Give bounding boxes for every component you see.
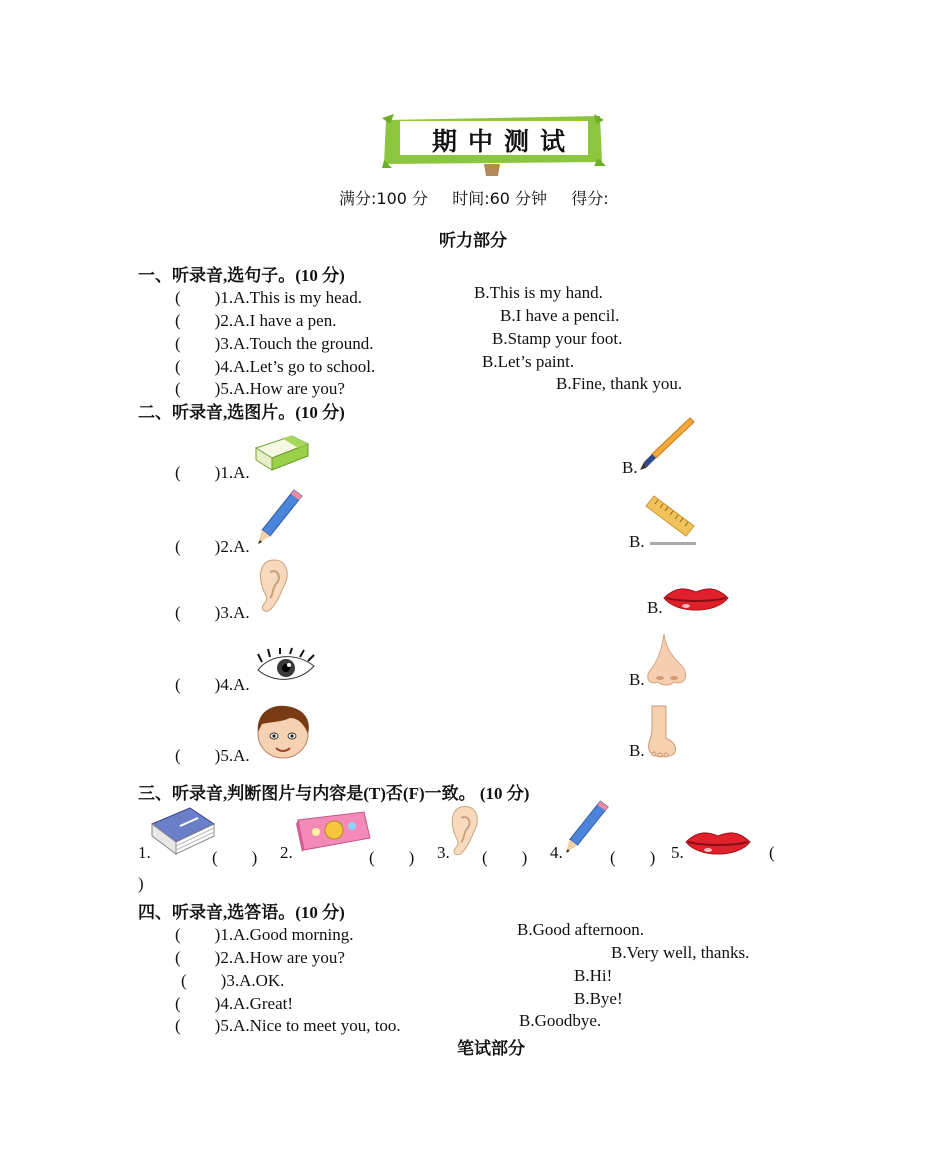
eraser-icon <box>254 428 310 472</box>
s3-n5: 5. <box>671 843 684 862</box>
title-banner <box>380 110 606 176</box>
s1-q2: ( )2.A.I have a pen. <box>175 311 337 330</box>
s3-blank4: ( ) <box>610 848 656 867</box>
s4-q2: ( )2.A.How are you? <box>175 948 345 967</box>
s4-q3: ( )3.A.OK. <box>181 971 285 990</box>
s4-q4: ( )4.A.Great! <box>175 994 294 1013</box>
eye-icon <box>256 648 316 688</box>
s2-q2: ( )2.A. <box>175 537 250 556</box>
section-4-title: 四、听录音,选答语。(10 分) <box>138 903 345 922</box>
face-icon <box>254 704 312 760</box>
s2-q3: ( )3.A. <box>175 603 250 622</box>
mouth-icon <box>662 584 730 616</box>
s4-b3: B.Hi! <box>574 966 613 985</box>
s3-blank5: ( <box>769 843 775 862</box>
pencil-icon <box>254 488 304 546</box>
ruler-icon <box>646 494 698 546</box>
s2-q5: ( )5.A. <box>175 746 250 765</box>
pencil-case-icon <box>294 808 372 854</box>
section-3-title: 三、听录音,判断图片与内容是(T)否(F)一致。 (10 分) <box>138 784 530 803</box>
mouth-icon <box>684 828 752 860</box>
s3-blank1: ( ) <box>212 848 258 867</box>
s2-q4: ( )4.A. <box>175 675 250 694</box>
s1-b1: B.This is my hand. <box>474 283 603 302</box>
s1-q3: ( )3.A.Touch the ground. <box>175 334 374 353</box>
s4-q5: ( )5.A.Nice to meet you, too. <box>175 1016 401 1035</box>
pencil-icon <box>562 798 610 856</box>
s3-n4: 4. <box>550 843 563 862</box>
s3-n1: 1. <box>138 843 151 862</box>
s4-b2: B.Very well, thanks. <box>611 943 750 962</box>
s3-n2: 2. <box>280 843 293 862</box>
s3-wrap: ) <box>138 874 144 893</box>
s1-b3: B.Stamp your foot. <box>492 329 623 348</box>
s2-q1: ( )1.A. <box>175 463 250 482</box>
s1-q5: ( )5.A.How are you? <box>175 379 345 398</box>
s2-b4: B. <box>629 670 645 689</box>
s4-b5: B.Goodbye. <box>519 1011 602 1030</box>
s1-q4: ( )4.A.Let’s go to school. <box>175 357 376 376</box>
fountain-pen-icon <box>638 416 694 472</box>
section-1-title: 一、听录音,选句子。(10 分) <box>138 266 345 285</box>
s2-b2: B. <box>629 532 645 551</box>
s2-b1: B. <box>622 458 638 477</box>
s2-b5: B. <box>629 741 645 760</box>
s1-b4: B.Let’s paint. <box>482 352 575 371</box>
ear-icon <box>448 804 480 858</box>
s4-q1: ( )1.A.Good morning. <box>175 925 354 944</box>
section-2-title: 二、听录音,选图片。(10 分) <box>138 403 345 422</box>
score-label: 得分: <box>571 189 609 208</box>
s3-blank3: ( ) <box>482 848 528 867</box>
s2-b3: B. <box>647 598 663 617</box>
s4-b4: B.Bye! <box>574 989 623 1008</box>
full-score: 满分:100 分 <box>339 189 429 208</box>
writing-title: 笔试部分 <box>457 1039 525 1058</box>
nose-icon <box>644 632 690 688</box>
s1-q1: ( )1.A.This is my head. <box>175 288 362 307</box>
book-icon <box>150 804 216 856</box>
foot-icon <box>644 704 680 758</box>
s1-b2: B.I have a pencil. <box>500 306 620 325</box>
s3-n3: 3. <box>437 843 450 862</box>
exam-time: 时间:60 分钟 <box>452 189 548 208</box>
ear-icon <box>256 558 290 614</box>
s3-blank2: ( ) <box>369 848 415 867</box>
s1-b5: B.Fine, thank you. <box>556 374 683 393</box>
page-title: 期中测试 <box>432 127 577 156</box>
s4-b1: B.Good afternoon. <box>517 920 645 939</box>
listening-title: 听力部分 <box>439 231 507 250</box>
